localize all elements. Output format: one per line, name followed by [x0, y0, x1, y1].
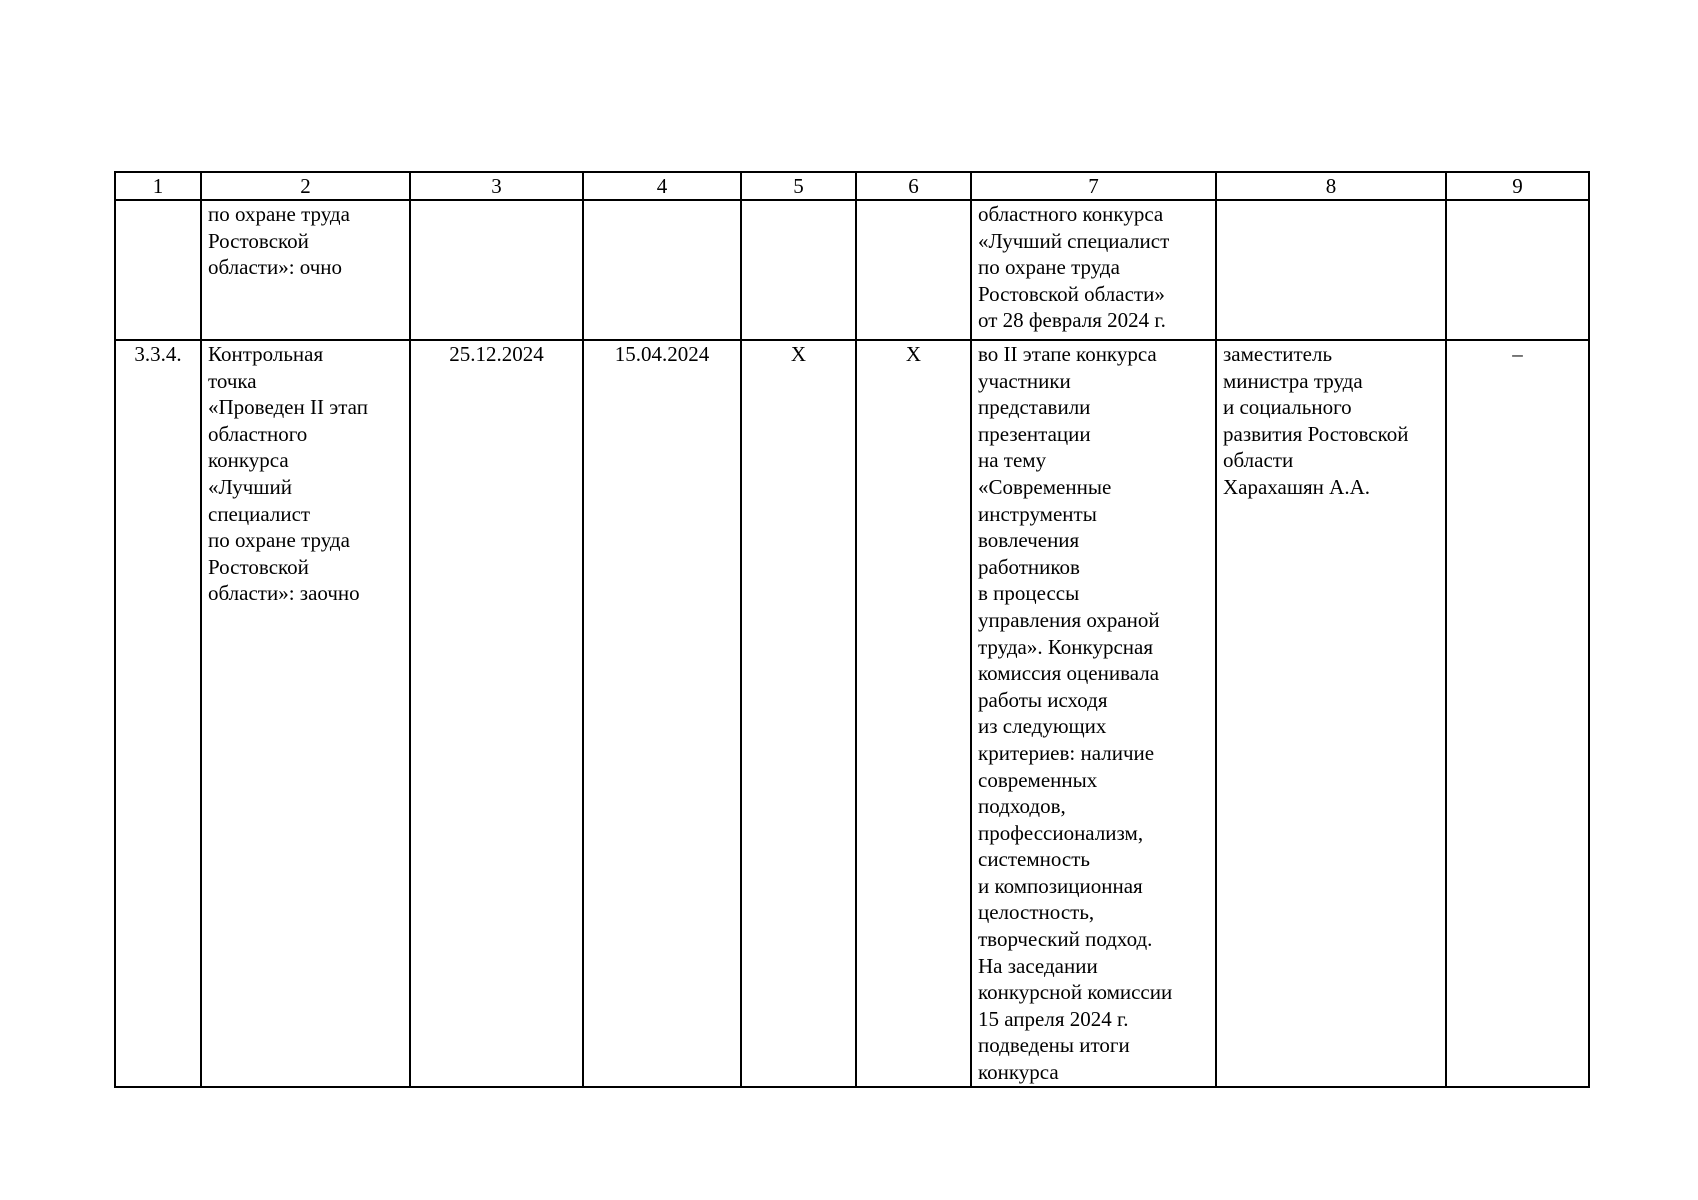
- cell-col-9: –: [1446, 340, 1589, 1087]
- cell-responsible: заместитель министра труда и социального развития Ростовской области Харахашян А.А.: [1216, 340, 1446, 1087]
- cell-responsible: [1216, 200, 1446, 340]
- column-number-header-row: [115, 172, 1589, 200]
- cell-event-name: по охране труда Ростовской области»: очно: [201, 200, 410, 340]
- column-number-7: 7: [971, 172, 1216, 200]
- table-row-3-3-4: [115, 340, 1589, 1087]
- cell-event-name: Контрольная точка «Проведен II этап областного конкурса «Лучший специалист по охране труда Ростовской области»: заочно: [201, 340, 410, 1087]
- document-table: [114, 171, 1590, 1088]
- column-number-9: 9: [1446, 172, 1589, 200]
- cell-col-6: [856, 200, 971, 340]
- cell-actual-date: [583, 200, 741, 340]
- cell-actual-date: 15.04.2024: [583, 340, 741, 1087]
- cell-col-6: X: [856, 340, 971, 1087]
- column-number-2: 2: [201, 172, 410, 200]
- cell-result-description: во II этапе конкурса участники представили презентации на тему «Современные инструменты вовлечения работников в процессы управления охраной труда». Конкурсная комиссия оценивала работы исходя из следующих критериев: наличие современных подходов, профессионализм, системность и композиционная целостность, творческий подход. На заседании конкурсной комиссии 15 апреля 2024 г. подведены итоги конкурса: [971, 340, 1216, 1087]
- cell-col-9: [1446, 200, 1589, 340]
- cell-result-description: областного конкурса «Лучший специалист по охране труда Ростовской области» от 28 февраля 2024 г.: [971, 200, 1216, 340]
- cell-planned-date: [410, 200, 583, 340]
- cell-col-5: [741, 200, 856, 340]
- column-number-3: 3: [410, 172, 583, 200]
- column-number-5: 5: [741, 172, 856, 200]
- cell-col-5: X: [741, 340, 856, 1087]
- column-number-6: 6: [856, 172, 971, 200]
- column-number-1: 1: [115, 172, 201, 200]
- column-number-8: 8: [1216, 172, 1446, 200]
- column-number-4: 4: [583, 172, 741, 200]
- cell-number: 3.3.4.: [115, 340, 201, 1087]
- cell-planned-date: 25.12.2024: [410, 340, 583, 1087]
- cell-number: [115, 200, 201, 340]
- table-row-continuation: [115, 200, 1589, 340]
